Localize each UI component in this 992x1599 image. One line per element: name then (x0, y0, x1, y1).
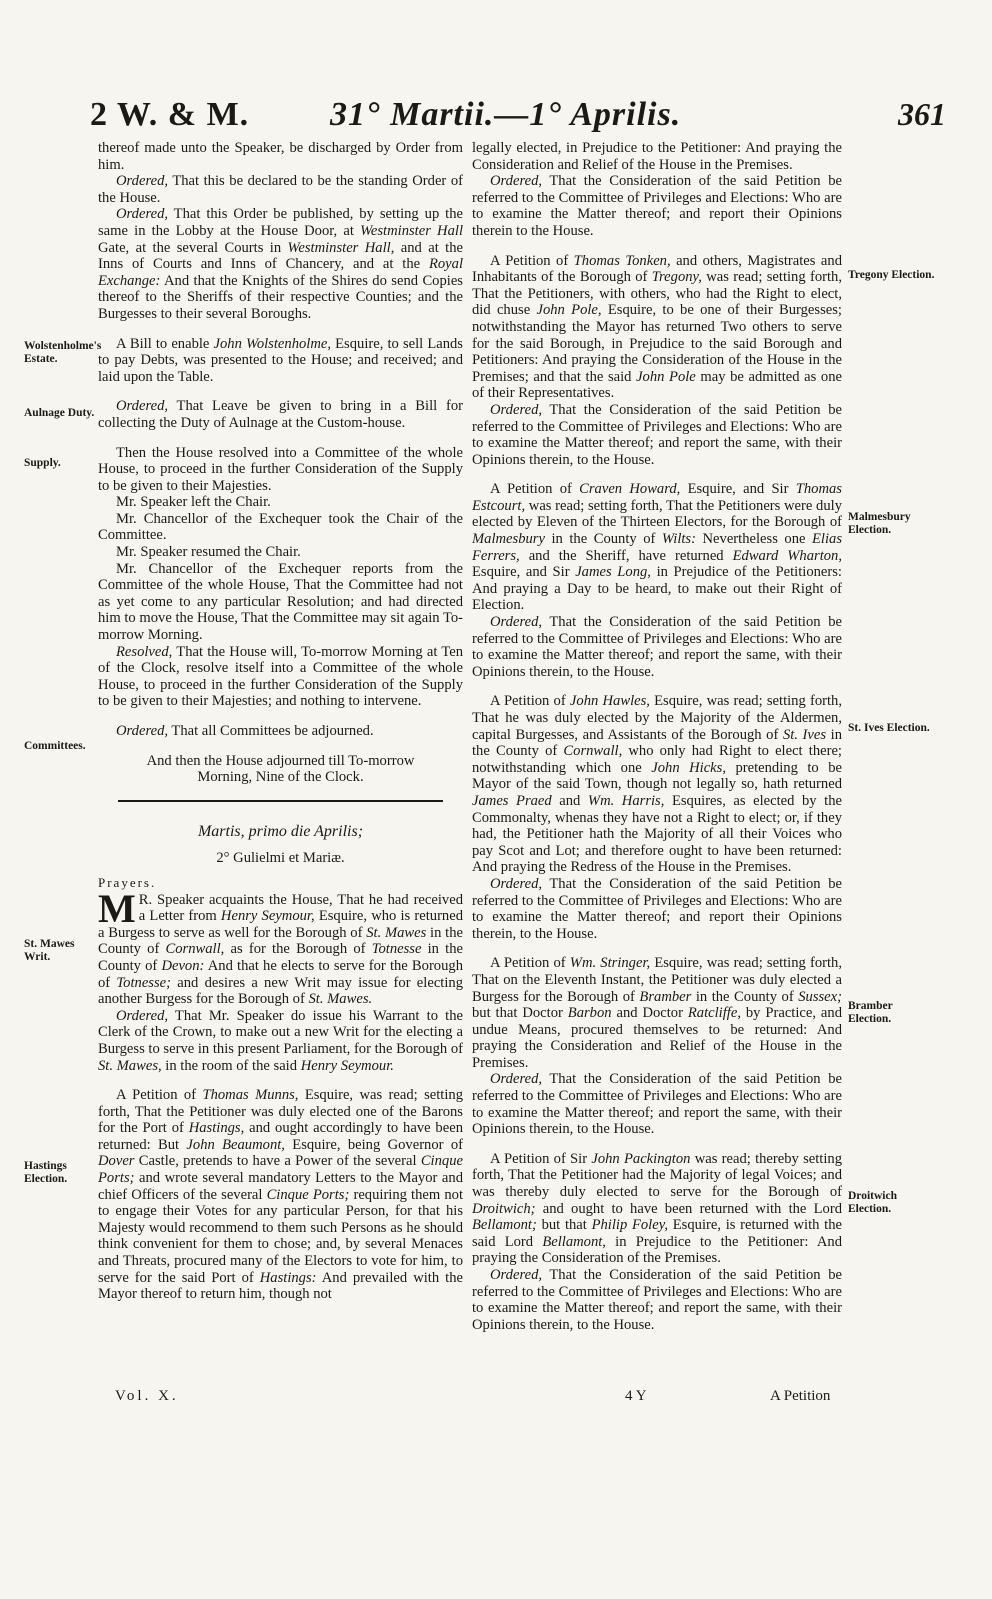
margin-note-wolstenholme: Wolstenholme's Estate. (24, 340, 102, 365)
right-column (472, 140, 842, 1333)
paragraph-tregony: A Petition of Thomas Tonken, and others, Magistrates and Inhabitants of the Borough of Tregony, was read; setting forth, That the Petitioners, with others, who had the Right to elect, did chuse John Pole, Esquire, to be one of their Burgesses; notwithstanding the Mayor has returned Two others to serve for the said Borough, in Prejudice to the said Borough and Petitioners: And praying the Consideration of the House in the Premises; and that the said John Pole may be admitted as one of their Representatives. (472, 252, 842, 402)
paragraph: Ordered, That the Consideration of the said Petition be referred to the Committee of Privileges and Elections: Who are to examine the Matter thereof; and report their Opinions therein, to the House. (472, 875, 842, 942)
paragraph-droitwich: A Petition of Sir John Packington was read; thereby setting forth, That the Petitioner had the Majority of legal Voices; and was thereby duly elected to serve for the Borough of Droitwich; and ought to have been returned with the Lord Bellamont; but that Philip Foley, Esquire, is returned with the said Lord Bellamont, in Prejudice to the Petitioner: And praying the Consideration of the Premises. (472, 1150, 843, 1267)
paragraph: Ordered, That this be declared to be the standing Order of the House. (98, 173, 463, 206)
paragraph: Ordered, That the Consideration of the said Petition be referred to the Committee of Privileges and Elections: Who are to examine the Matter thereof; and report the same, with their Opinions therein, to the House. (472, 614, 842, 680)
volume-label: Vol. X. (115, 1388, 179, 1404)
date-heading: Martis, primo die Aprilis; (197, 822, 364, 840)
paragraph: Resolved, That the House will, To-morrow Morning at Ten of the Clock, resolve itself into a Committee of the whole House, to proceed in the further Consideration of the Supply to be given to their Majesties; and nothing to intervene. (98, 643, 463, 710)
paragraph-aulnage: Ordered, That Leave be given to bring in a Bill for collecting the Duty of Aulnage at the Custom-house. (98, 398, 463, 431)
drop-cap: M (98, 885, 136, 931)
margin-note-aulnage: Aulnage Duty. (24, 407, 95, 419)
running-head-reign: 2 W. & M. (90, 96, 250, 133)
paragraph: Ordered, That the Consideration of the said Petition be referred to the Committee of Privileges and Elections: Who are to examine the Matter thereof; and report their Opinions therein to the House. (472, 173, 842, 239)
margin-note-droitwich: Droitwich Election. (848, 1190, 897, 1215)
paragraph: Mr. Chancellor of the Exchequer took the Chair of the Committee. (98, 510, 463, 544)
margin-note-tregony: Tregony Election. (848, 269, 935, 281)
margin-note-st-mawes: St. Mawes Writ. (24, 938, 75, 963)
prayers-heading: Prayers. (98, 874, 157, 890)
left-column (98, 140, 463, 1303)
margin-note-committees: Committees. (24, 740, 86, 752)
catchword: A Petition (770, 1388, 831, 1404)
paragraph: legally elected, in Prejudice to the Petitioner: And praying the Consideration and Relief of the House in the Premises. (472, 140, 842, 173)
page-number: 361 (898, 96, 946, 132)
running-head-dates: 31° Martii.—1° Aprilis. (330, 96, 682, 133)
paragraph: Mr. Speaker resumed the Chair. (116, 544, 301, 561)
margin-note-hastings: Hastings Election. (24, 1160, 68, 1185)
paragraph: Mr. Speaker left the Chair. (116, 494, 271, 511)
margin-note-malmesbury: Malmesbury Election. (848, 511, 911, 536)
paragraph: Ordered, That the Consideration of the said Petition be referred to the Committee of Privileges and Elections: Who are to examine the Matter thereof; and report the same, with their Opinions therein, to the House. (472, 1071, 842, 1138)
paragraph: Ordered, That the Consideration of the said Petition be referred to the Committee of Privileges and Elections: Who are to examine the Matter thereof; and report the same, with their Opinions therein, to the House. (472, 401, 842, 468)
signature-mark: 4 Y (625, 1388, 647, 1404)
margin-note-supply: Supply. (24, 457, 61, 469)
paragraph: Ordered, That this Order be published, by setting up the same in the Lobby at the House Door, at Westminster Hall Gate, at the several Courts in Westminster Hall, and at the Inns of Courts and Inns of Chancery, and at the Royal Exchange: And that the Knights of the Shires do send Copies thereof to the Sheriffs of their respective Counties; and the Burgesses to their several Boroughs. (98, 206, 464, 322)
adjournment: And then the House adjourned till To-morrow Morning, Nine of the Clock. (146, 752, 415, 786)
paragraph: Mr. Chancellor of the Exchequer reports from the Committee of the whole House, That the Committee had not as yet come to any particular Resolution; and had directed him to move the House, That the Committee may sit again To-morrow Morning. (98, 560, 463, 644)
paragraph-st-mawes: M R. Speaker acquaints the House, That he had received a Letter from Henry Seymour, Esquire, who is returned a Burgess to serve as well for the Borough of St. Mawes in the County of Cornwall, as for the Borough of Totnesse in the County of Devon: And that he elects to serve for the Borough of Totnesse; and desires a new Writ may issue for electing another Burgess for the Borough of St. Mawes. (98, 885, 463, 1008)
paragraph: Ordered, That the Consideration of the said Petition be referred to the Committee of Privileges and Elections: Who are to examine the Matter thereof; and report the same, with their Opinions therein, to the House. (472, 1267, 842, 1333)
paragraph: Ordered, That Mr. Speaker do issue his Warrant to the Clerk of the Crown, to make out a new Writ for the electing a Burgess to serve in this present Parliament, for the Borough of St. Mawes, in the room of the said Henry Seymour. (98, 1007, 463, 1074)
page-header (0, 96, 992, 136)
paragraph-wolstenholme-bill: A Bill to enable John Wolstenholme, Esquire, to sell Lands to pay Debts, was presented to the House; and received; and laid upon the Table. (98, 335, 463, 385)
margin-note-bramber: Bramber Election. (848, 1000, 893, 1025)
paragraph-supply: Then the House resolved into a Committee of the whole House, to proceed in the further Consideration of the Supply to be given to their Majesties. (98, 444, 463, 494)
paragraph-bramber: A Petition of Wm. Stringer, Esquire, was read; setting forth, That on the Eleventh Instant, the Petitioner was duly elected a Burgess for the Borough of Bramber in the County of Sussex; but that Doctor Barbon and Doctor Ratcliffe, by Practice, and undue Means, procured themselves to be returned: And praying the Consideration and Relief of the House in the Premises. (472, 955, 843, 1071)
paragraph: thereof made unto the Speaker, be discharged by Order from him. (98, 140, 463, 173)
paragraph-malmesbury: A Petition of Craven Howard, Esquire, and Sir Thomas Estcourt, was read; setting forth, That the Petitioners were duly elected by Eleven of the Thirteen Electors, for the Borough of Malmesbury in the County of Wilts: Nevertheless one Elias Ferrers, and the Sheriff, have returned Edward Wharton, Esquire, and Sir James Long, in Prejudice of the Petitioners: And praying a Day to be heard, to make out their Right of Election. (472, 481, 843, 614)
margin-note-st-ives: St. Ives Election. (848, 722, 930, 734)
reign-line: 2° Gulielmi et Mariæ. (216, 850, 345, 867)
paragraph-st-ives: A Petition of John Hawles, Esquire, was read; setting forth, That he was duly elected by the Majority of the Aldermen, capital Burgesses, and Assistants of the Borough of St. Ives in the County of Cornwall, who only had Right to elect there; notwithstanding which one John Hicks, pretending to be Mayor of the said Town, though not legally so, hath returned James Praed and Wm. Harris, Esquires, as elected by the Commonalty, whenas they have not a Right to elect; or, if they had, the Petitioner hath the Majority of all their Voices who pay Scot and Lot; and therefore ought to have been returned: And praying the Redress of the House in the Premises. (472, 693, 843, 876)
paragraph-committees: Ordered, That all Committees be adjourned. (116, 723, 374, 739)
section-divider (118, 800, 443, 802)
paragraph-hastings: A Petition of Thomas Munns, Esquire, was read; setting forth, That the Petitioner was duly elected one of the Barons for the Port of Hastings, and ought accordingly to have been returned: But John Beaumont, Esquire, being Governor of Dover Castle, pretends to have a Power of the several Cinque Ports; and wrote several mandatory Letters to the Mayor and chief Officers of the several Cinque Ports; requiring them not to engage their Votes for any particular Person, for that his Majesty would recommend to them such Persons as he should think convenient for them to chose; and, by several Menaces and Threats, procured many of the Electors to vote for him, to serve for the said Port of Hastings: And prevailed with the Mayor thereof to return him, though not (98, 1087, 464, 1303)
